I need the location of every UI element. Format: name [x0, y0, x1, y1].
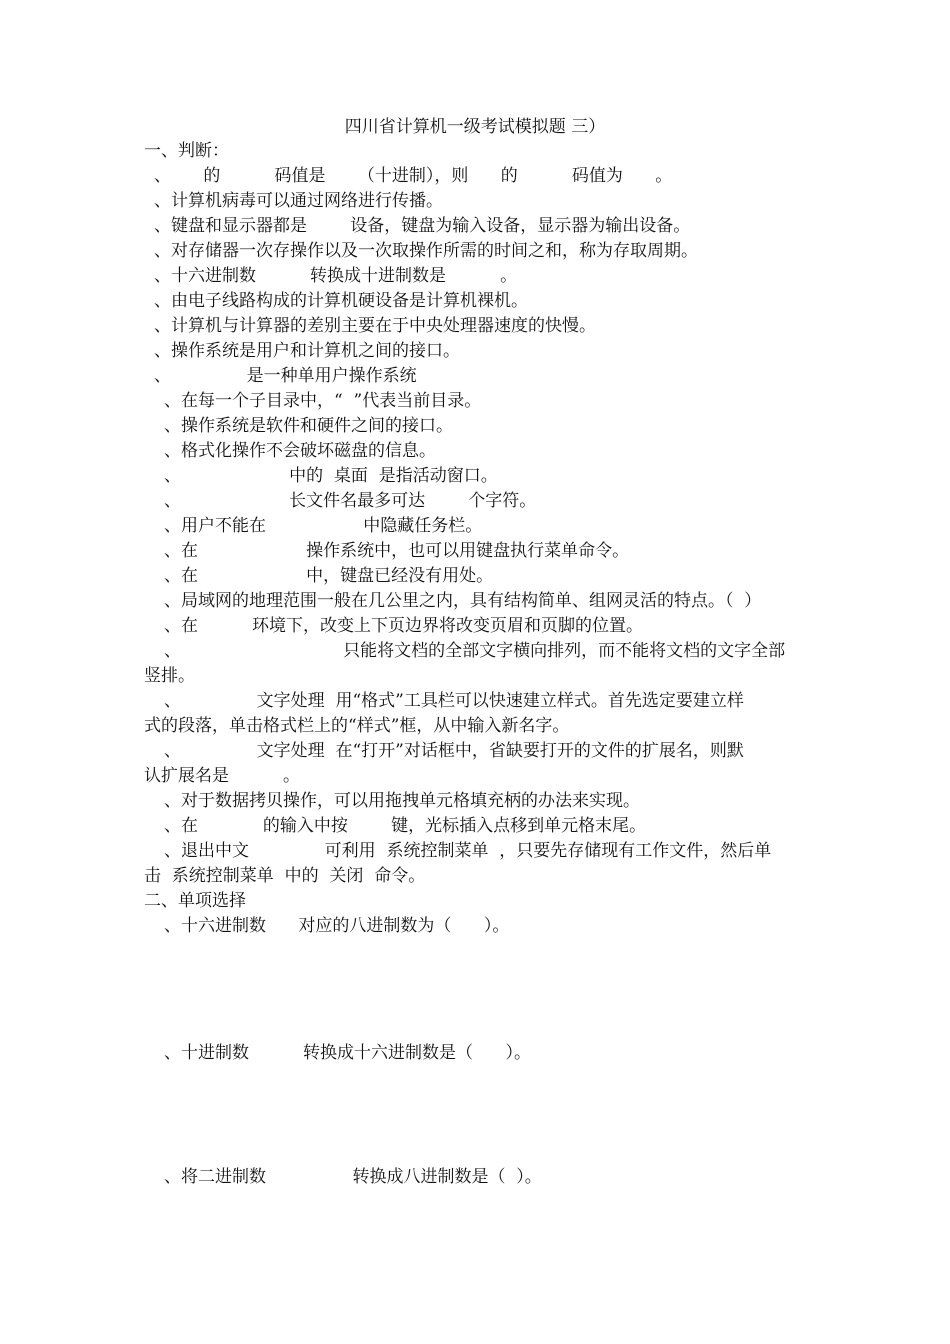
judgment-item-4: 、对存储器一次存操作以及一次取操作所需的时间之和，称为存取周期。	[154, 241, 698, 261]
judgment-item-24: 、在 的输入中按 键，光标插入点移到单元格末尾。	[164, 816, 647, 836]
judgment-item-9: 、 是一种单用户操作系统	[154, 366, 417, 386]
document-title: 四川省计算机一级考试模拟题 三）	[344, 117, 606, 137]
judgment-item-3: 、键盘和显示器都是 设备，键盘为输入设备，显示器为输出设备。	[154, 216, 691, 236]
judgment-item-21-continued: 式的段落，单击格式栏上的“样式”框，从中输入新名字。	[144, 716, 570, 736]
judgment-item-20: 、 只能将文档的全部文字横向排列，而不能将文档的文字全部	[164, 641, 786, 661]
choice-question-1: 、十六进制数 对应的八进制数为（ ）。	[164, 916, 510, 936]
judgment-item-20-continued: 竖排。	[144, 666, 195, 686]
judgment-item-18: 、局域网的地理范围一般在几公里之内，具有结构简单、组网灵活的特点。（ ）	[164, 591, 762, 611]
section-heading-judgment: 一、判断：	[144, 141, 229, 161]
judgment-item-22: 、 文字处理 在“打开”对话框中，省缺要打开的文件的扩展名，则默	[164, 741, 744, 761]
judgment-item-16: 、在 操作系统中，也可以用键盘执行菜单命令。	[164, 541, 630, 561]
judgment-item-2: 、计算机病毒可以通过网络进行传播。	[154, 191, 443, 211]
choice-question-2: 、十进制数 转换成十六进制数是（ ）。	[164, 1043, 531, 1063]
section-heading-single-choice: 二、单项选择	[144, 891, 246, 911]
judgment-item-7: 、计算机与计算器的差别主要在于中央处理器速度的快慢。	[154, 316, 596, 336]
judgment-item-25-continued: 击 系统控制菜单 中的 关闭 命令。	[144, 866, 426, 886]
judgment-item-5: 、十六进制数 转换成十进制数是 。	[154, 266, 518, 286]
judgment-item-19: 、在 环境下，改变上下页边界将改变页眉和页脚的位置。	[164, 616, 644, 636]
judgment-item-23: 、对于数据拷贝操作，可以用拖拽单元格填充柄的办法来实现。	[164, 791, 640, 811]
choice-question-3: 、将二进制数 转换成八进制数是（ ）。	[164, 1167, 542, 1187]
judgment-item-15: 、用户不能在 中隐藏任务栏。	[164, 516, 483, 536]
judgment-item-10: 、在每一个子目录中，“ ”代表当前目录。	[164, 391, 482, 411]
judgment-item-11: 、操作系统是软件和硬件之间的接口。	[164, 416, 453, 436]
judgment-item-8: 、操作系统是用户和计算机之间的接口。	[154, 341, 460, 361]
judgment-item-21: 、 文字处理 用“格式”工具栏可以快速建立样式。首先选定要建立样	[164, 691, 744, 711]
judgment-item-12: 、格式化操作不会破坏磁盘的信息。	[164, 441, 436, 461]
judgment-item-14: 、 长文件名最多可达 个字符。	[164, 491, 537, 511]
judgment-item-17: 、在 中，键盘已经没有用处。	[164, 566, 494, 586]
judgment-item-1: 、 的 码值是 （十进制），则 的 码值为 。	[154, 166, 673, 186]
judgment-item-6: 、由电子线路构成的计算机硬设备是计算机裸机。	[154, 291, 528, 311]
judgment-item-25: 、退出中文 可利用 系统控制菜单 ，只要先存储现有工作文件，然后单	[164, 841, 772, 861]
judgment-item-22-continued: 认扩展名是 。	[144, 766, 301, 786]
judgment-item-13: 、 中的 桌面 是指活动窗口。	[164, 466, 498, 486]
